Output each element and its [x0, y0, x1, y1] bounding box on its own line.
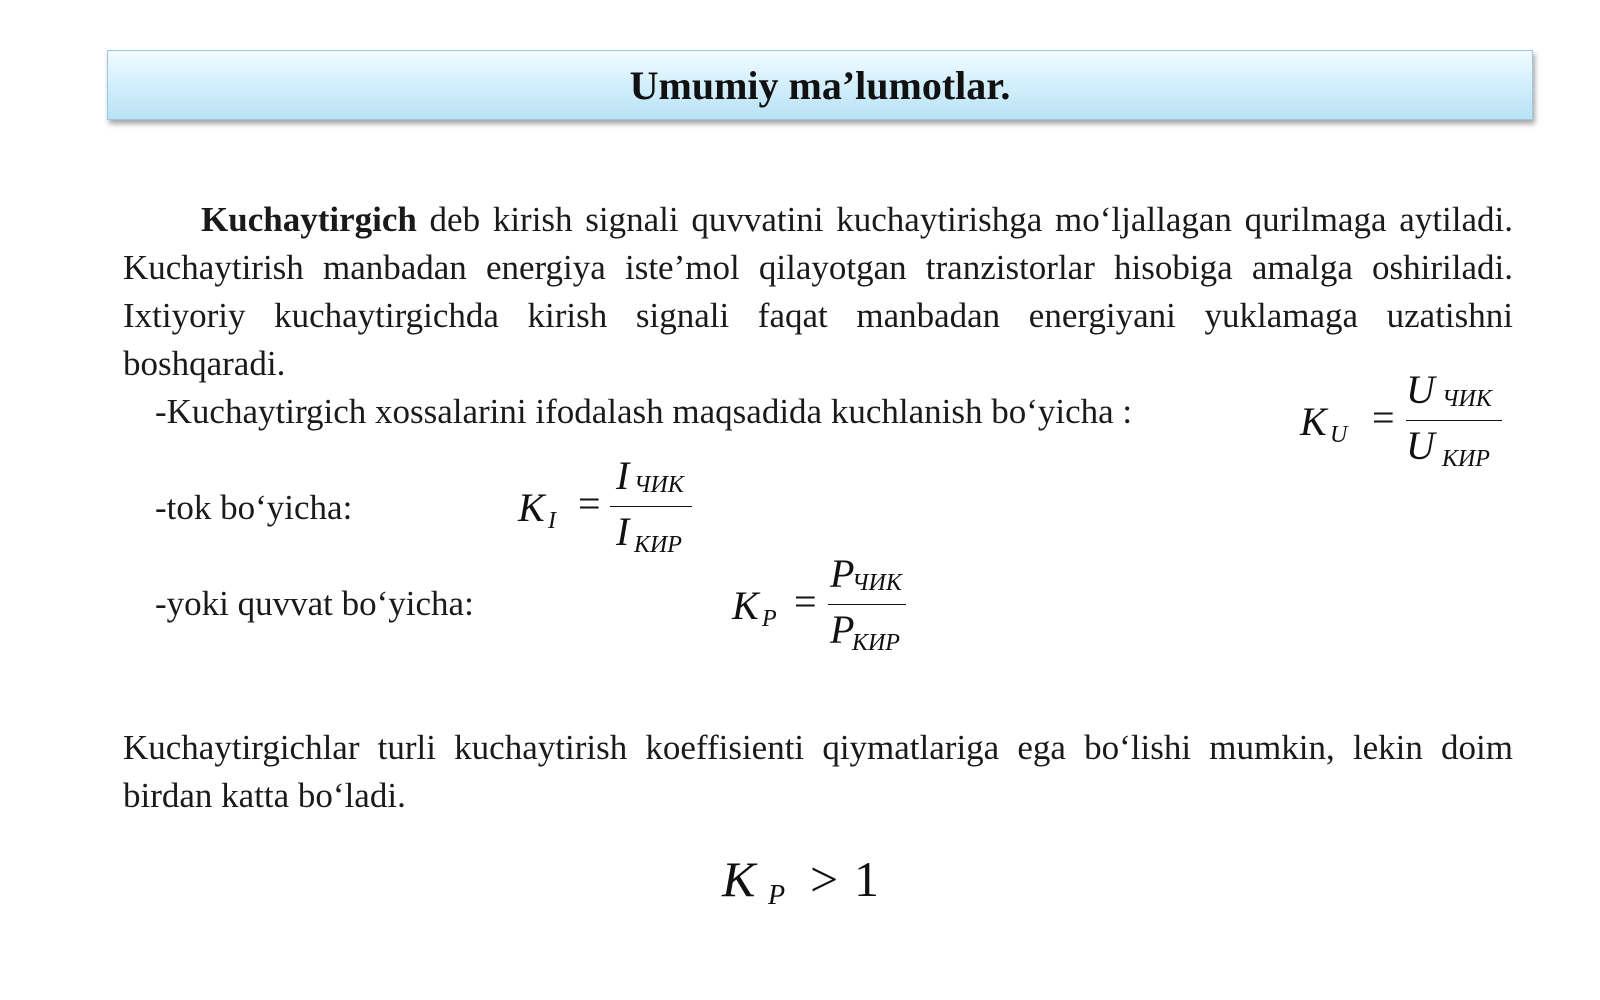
kp-lhs: K — [732, 583, 759, 628]
definition-text: deb kirish signali quvvatini kuchaytirishga mo‘ljallagan qurilmaga aytiladi. Kuchaytirish manbadan energiya iste’mol qilayotgan tranzistorlar hisobiga amalga oshiriladi. Ixtiyoriy kuchaytirgichda kirish signali faqat manbadan energiyani yuklamaga uzatishni boshqaradi. — [123, 200, 1513, 383]
ki-fraction-bar — [610, 506, 692, 507]
kp-gt-lhs-sub: P — [768, 880, 786, 911]
kp-equals: = — [794, 579, 817, 624]
kp-numerator: P — [830, 551, 855, 596]
kp-gt-lhs: K — [722, 851, 756, 907]
power-gain-label: -yoki quvvat bo‘yicha: — [155, 584, 474, 623]
kp-fraction-bar — [828, 604, 906, 605]
slide-title-bar — [107, 50, 1533, 120]
kp-gt-operator: > — [810, 851, 839, 907]
ki-denominator-sub: КИР — [634, 532, 682, 558]
ku-denominator-sub: КИР — [1442, 446, 1490, 472]
ku-denominator: U — [1406, 423, 1435, 468]
ki-denominator: I — [616, 509, 630, 554]
definition-term: Kuchaytirgich — [201, 200, 417, 239]
ki-lhs: K — [518, 485, 545, 530]
ki-fraction — [610, 453, 710, 568]
ku-lhs: K — [1300, 399, 1327, 444]
kp-numerator-sub: ЧИК — [852, 570, 902, 596]
kp-denominator: P — [830, 607, 855, 652]
voltage-gain-label: -Kuchaytirgich xossalarini ifodalash maqsadida kuchlanish bo‘yicha : — [155, 392, 1133, 431]
slide-title: Umumiy ma’lumotlar. — [629, 62, 1011, 108]
power-gain-inequality — [722, 850, 902, 920]
ku-numerator: U — [1406, 367, 1435, 412]
ku-fraction-bar — [1406, 420, 1502, 421]
ki-equals: = — [578, 481, 601, 526]
power-gain-formula — [732, 551, 932, 666]
ku-numerator-sub: ЧИК — [1442, 386, 1492, 412]
conclusion-paragraph: Kuchaytirgichlar turli kuchaytirish koeffisienti qiymatlariga ega bo‘lishi mumkin, lekin doim birdan katta bo‘ladi. — [123, 728, 1513, 815]
ku-lhs-sub: U — [1330, 422, 1348, 448]
ki-lhs-sub: I — [548, 508, 556, 534]
current-gain-label: -tok bo‘yicha: — [155, 488, 353, 527]
kp-denominator-sub: КИР — [852, 630, 900, 656]
voltage-gain-formula — [1300, 367, 1520, 482]
ku-equals: = — [1372, 395, 1395, 440]
kp-gt-rhs: 1 — [854, 851, 879, 907]
ki-numerator: I — [616, 453, 630, 498]
current-gain-formula — [518, 453, 718, 568]
ku-fraction — [1406, 367, 1506, 482]
ki-numerator-sub: ЧИК — [634, 472, 684, 498]
kp-fraction — [828, 551, 928, 666]
definition-paragraph — [123, 196, 1513, 388]
kp-lhs-sub: P — [762, 606, 777, 632]
